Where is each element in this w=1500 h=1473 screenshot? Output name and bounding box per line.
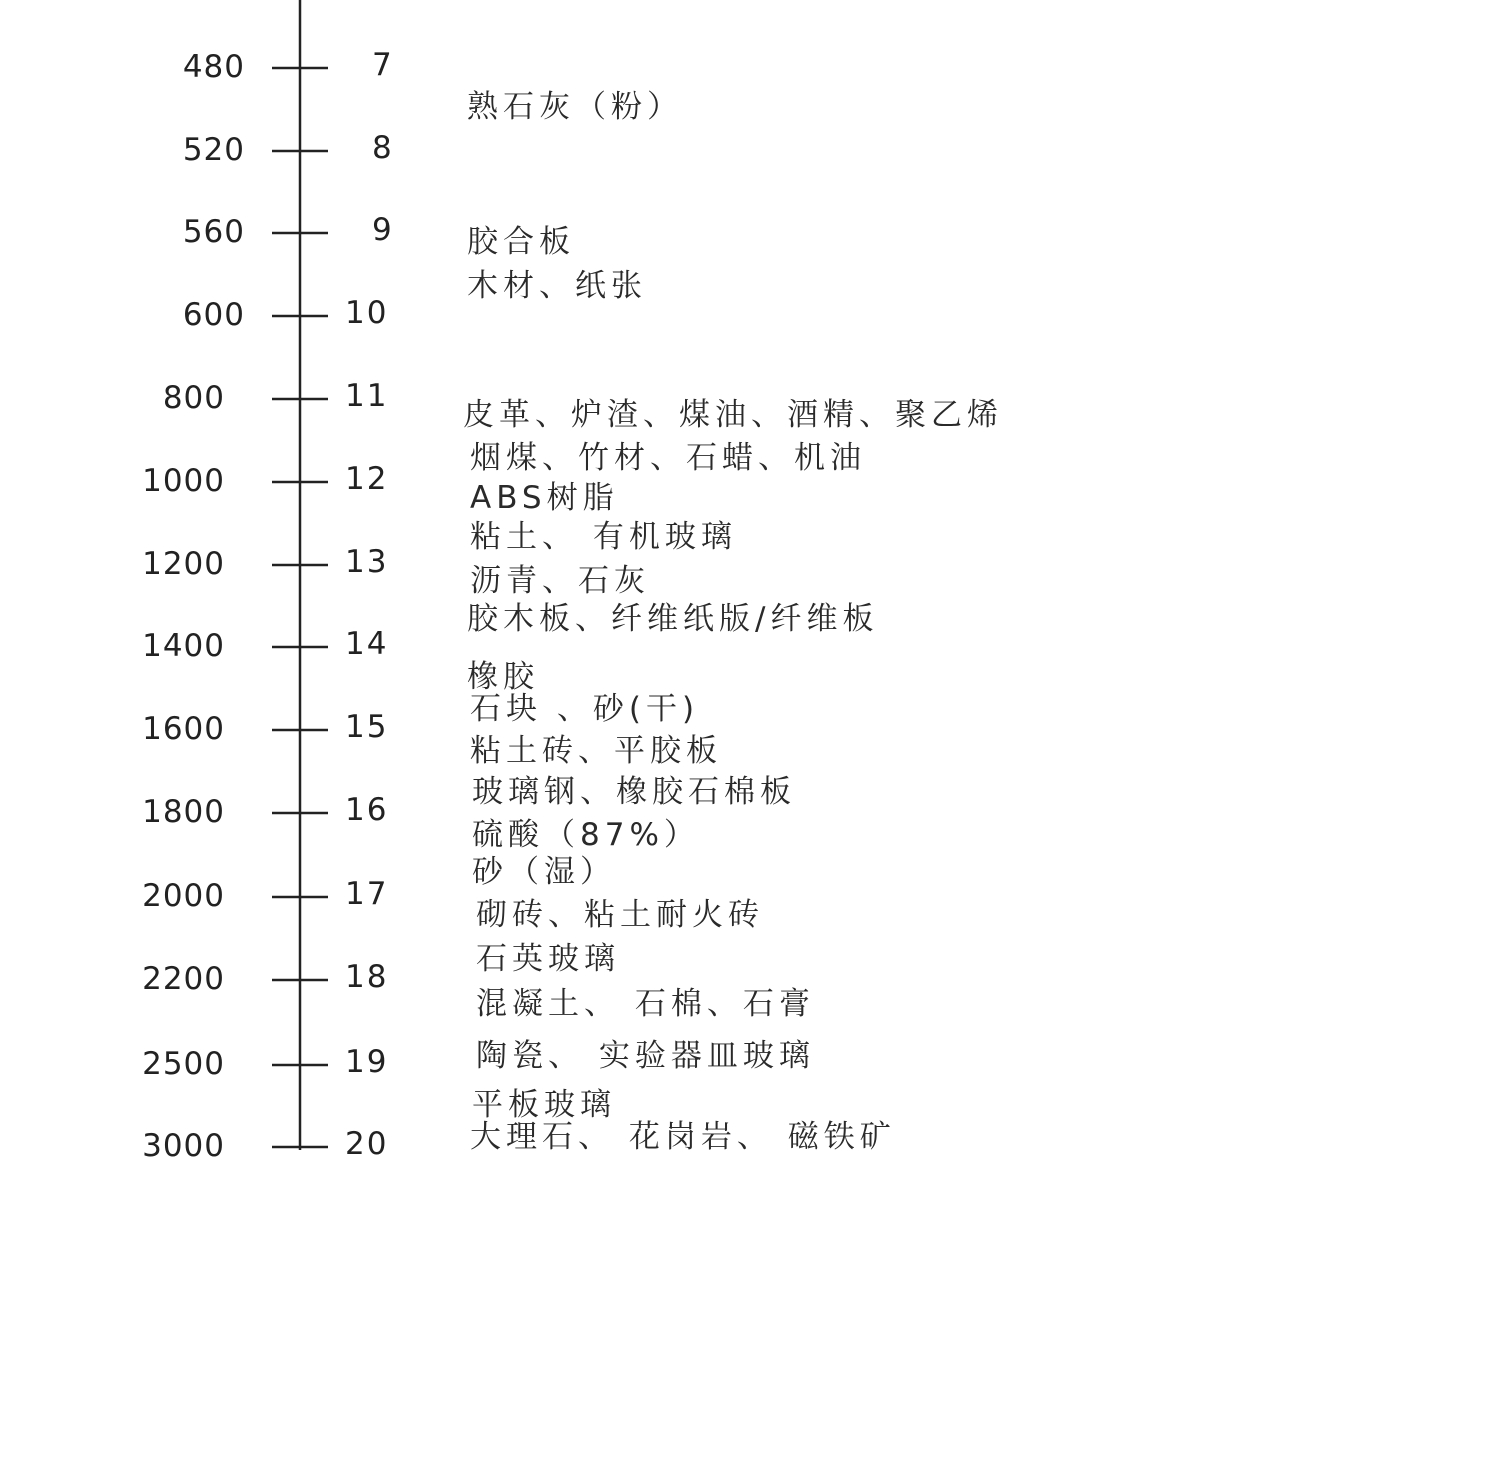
left-scale-value: 520: [182, 132, 245, 168]
material-label: 粘土砖、平胶板: [470, 733, 722, 769]
material-label: 粘土、 有机玻璃: [470, 519, 737, 555]
right-scale-value: 20: [345, 1126, 389, 1162]
left-scale-value: 1600: [142, 711, 225, 747]
right-scale-value: 8: [372, 130, 394, 166]
left-scale-value: 600: [182, 297, 245, 333]
right-scale-value: 14: [345, 626, 389, 662]
material-label: 橡胶: [467, 659, 539, 695]
right-scale-value: 10: [345, 295, 389, 331]
material-label: 硫酸（87%）: [472, 817, 700, 853]
right-scale-value: 13: [345, 544, 389, 580]
right-scale-value: 12: [345, 461, 389, 497]
material-label: 混凝土、 石棉、石膏: [476, 986, 815, 1022]
material-label: 砌砖、粘土耐火砖: [476, 897, 764, 933]
left-scale-value: 800: [162, 380, 225, 416]
material-label: 玻璃钢、橡胶石棉板: [472, 774, 796, 810]
material-label: ABS树脂: [470, 480, 619, 516]
left-scale-value: 3000: [142, 1128, 225, 1164]
right-scale-value: 7: [372, 47, 394, 83]
right-scale-value: 16: [345, 792, 389, 828]
material-label: 平板玻璃: [472, 1087, 616, 1123]
material-label: 大理石、 花岗岩、 磁铁矿: [470, 1119, 896, 1155]
material-label: 皮革、炉渣、煤油、酒精、聚乙烯: [463, 397, 1003, 433]
left-scale-value: 480: [182, 49, 245, 85]
left-scale-value: 560: [182, 214, 245, 250]
material-label: 陶瓷、 实验器皿玻璃: [476, 1038, 815, 1074]
material-label: 沥青、石灰: [470, 563, 650, 599]
material-label: 木材、纸张: [467, 268, 647, 304]
right-scale-value: 18: [345, 959, 389, 995]
left-scale-value: 2200: [142, 961, 225, 997]
material-label: 胶木板、纤维纸版/纤维板: [467, 601, 879, 637]
material-label: 熟石灰（粉）: [467, 89, 683, 125]
material-label: 烟煤、竹材、石蜡、机油: [470, 440, 866, 476]
material-label: 石英玻璃: [476, 941, 620, 977]
right-scale-value: 15: [345, 709, 389, 745]
material-label: 砂（湿）: [472, 854, 616, 890]
left-scale-value: 1800: [142, 794, 225, 830]
left-scale-value: 2000: [142, 878, 225, 914]
right-scale-value: 9: [372, 212, 394, 248]
left-scale-value: 2500: [142, 1046, 225, 1082]
material-label: 胶合板: [467, 224, 575, 260]
left-scale-value: 1200: [142, 546, 225, 582]
right-scale-value: 17: [345, 876, 389, 912]
material-label: 石块 、砂(干): [470, 691, 700, 727]
left-scale-value: 1000: [142, 463, 225, 499]
right-scale-value: 11: [345, 378, 389, 414]
left-scale-value: 1400: [142, 628, 225, 664]
right-scale-value: 19: [345, 1044, 389, 1080]
